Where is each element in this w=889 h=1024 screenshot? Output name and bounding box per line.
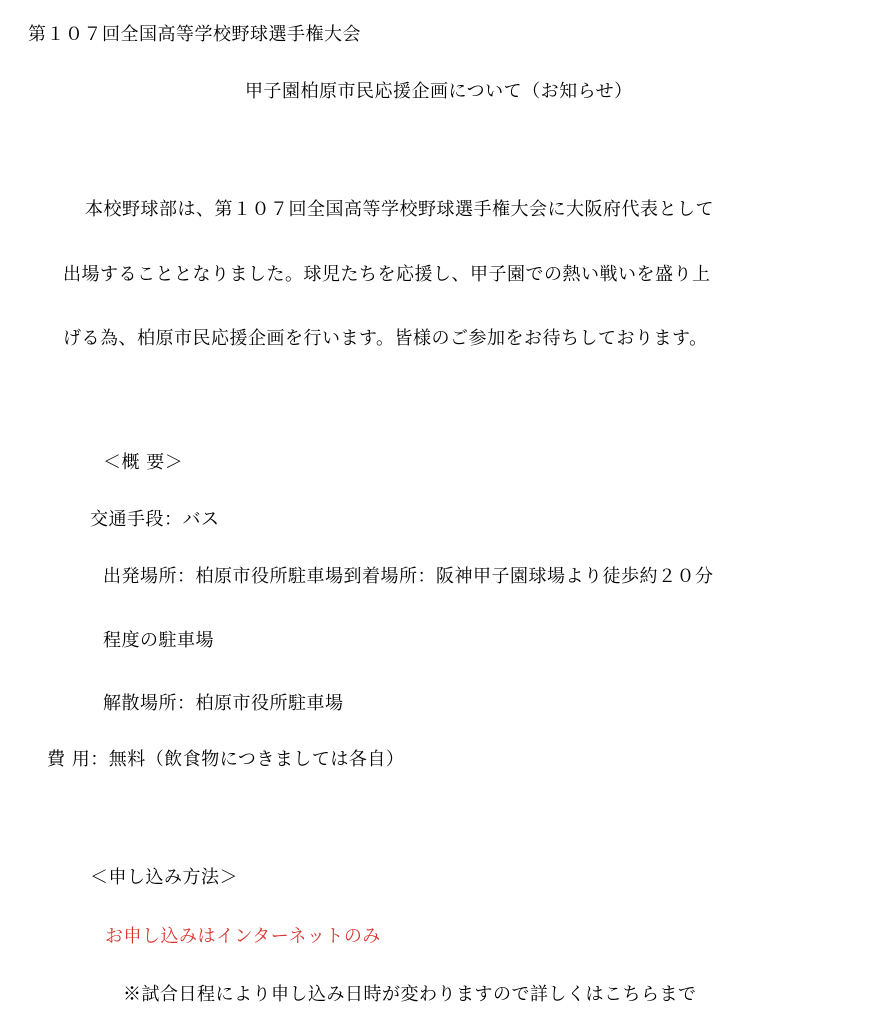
intro-line-2: 出場することとなりました。球児たちを応援し、甲子園での熱い戦いを盛り上 xyxy=(63,264,711,285)
intro-line-3: げる為、柏原市民応援企画を行います。皆様のご参加をお待ちしております。 xyxy=(63,328,708,349)
intro-line-1: 本校野球部は、第１０７回全国高等学校野球選手権大会に大阪府代表として xyxy=(85,199,714,220)
transport-info: 交通手段：バス xyxy=(90,509,220,530)
departure-info-line-2: 程度の駐車場 xyxy=(103,630,214,651)
notice-subtitle: 甲子園柏原市民応援企画について（お知らせ） xyxy=(245,81,633,102)
overview-heading: ＜概 要＞ xyxy=(103,452,184,473)
departure-info-line-1: 出発場所：柏原市役所駐車場到着場所：阪神甲子園球場より徒歩約２０分 xyxy=(103,566,714,587)
online-only-notice: お申し込みはインターネットのみ xyxy=(105,926,381,947)
dismissal-info: 解散場所：柏原市役所駐車場 xyxy=(103,693,344,714)
schedule-note: ※試合日程により申し込み日時が変わりますので詳しくはこちらまで xyxy=(123,984,697,1005)
cost-info: 費 用：無料（飲食物につきましては各自） xyxy=(47,749,405,770)
event-title: 第１０７回全国高等学校野球選手権大会 xyxy=(28,24,361,45)
application-heading: ＜申し込み方法＞ xyxy=(90,867,238,888)
